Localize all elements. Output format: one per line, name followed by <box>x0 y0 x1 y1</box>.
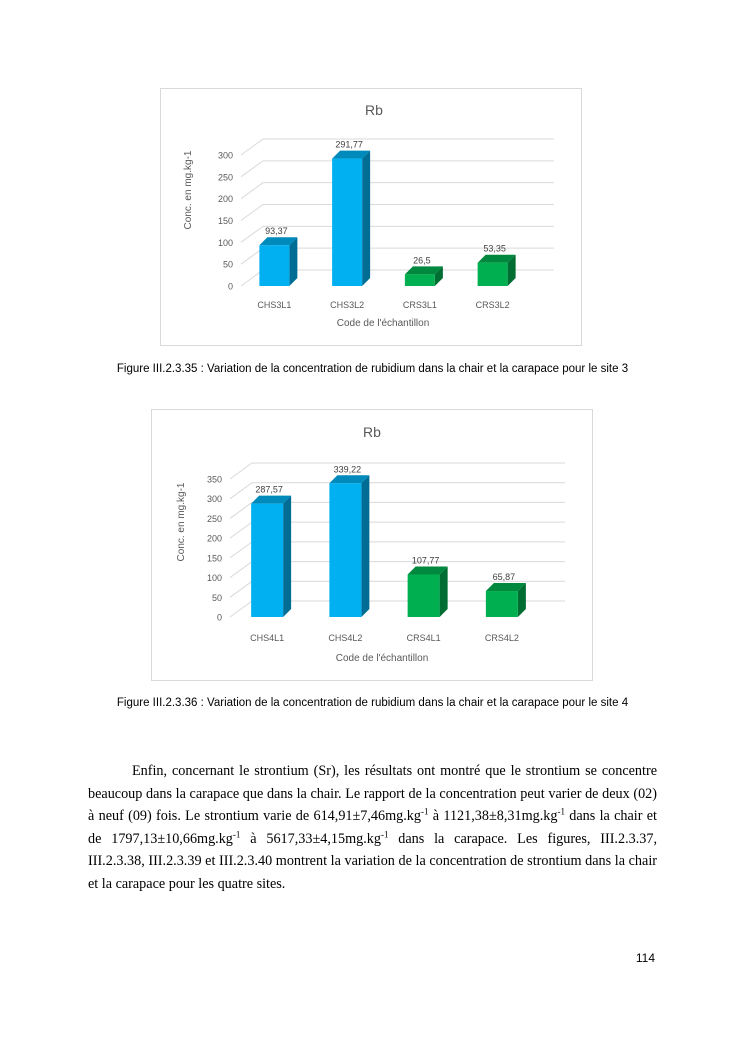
bar <box>486 591 518 617</box>
y-tick-label: 100 <box>206 573 222 584</box>
gridline <box>241 139 554 155</box>
bar <box>405 274 435 286</box>
bar <box>251 504 283 617</box>
bar-side <box>283 496 291 617</box>
bar <box>408 575 440 617</box>
y-tick-label: 250 <box>217 172 233 183</box>
bar <box>329 483 361 617</box>
data-label: 107,77 <box>411 555 440 566</box>
chart-rb-site4-svg <box>152 410 592 680</box>
paragraph-text-5: dans la carapace. Les figures, III.2.3.37, III.2.3.38, III.2.3.39 et III.2.3.40 montrent la variation de la concentration de strontium dans la chair et la carapace pour les quatre sites. <box>88 830 657 892</box>
body-paragraph <box>88 760 657 896</box>
x-axis-label: Code de l'échantillon <box>335 653 429 664</box>
y-tick-label: 0 <box>227 281 233 292</box>
paragraph-text-1: Enfin, concernant le strontium (Sr), les résultats ont montré que le strontium se concentre beaucoup dans la carapace que dans la chair. Le rapport de la concentration peut varier de deux (02) à neuf (09) fois. Le strontium varie de 614,91±7,46mg.kg <box>88 763 657 825</box>
y-tick-label: 350 <box>206 474 222 485</box>
data-label: 291,77 <box>335 139 363 150</box>
bar <box>478 263 508 286</box>
y-tick-label: 0 <box>216 612 222 623</box>
paragraph-text-4: à 5617,33±4,15mg.kg <box>240 830 381 847</box>
superscript-unit-2: -1 <box>557 806 565 817</box>
bar-side <box>362 151 370 286</box>
figure-caption-36: Figure III.2.3.36 : Variation de la concentration de rubidium dans la chair et la carapace pour le site 4 <box>116 697 629 709</box>
x-axis-label: Code de l'échantillon <box>336 318 430 329</box>
y-axis-label: Conc. en mg.kg-1 <box>183 150 194 230</box>
superscript-unit-1: -1 <box>420 806 429 817</box>
chart-rb-site3-svg <box>161 89 581 345</box>
chart-title: Rb <box>363 424 381 440</box>
paragraph-text-3: dans la chair et de 1797,13±10,66mg.kg <box>88 808 658 847</box>
bar <box>259 245 289 286</box>
x-tick-label: CRS3L2 <box>475 300 510 310</box>
chart-title: Rb <box>365 102 383 118</box>
y-tick-label: 300 <box>206 494 222 505</box>
data-label: 93,37 <box>265 226 288 237</box>
y-axis-label: Conc. en mg.kg-1 <box>176 482 187 562</box>
bar-side <box>361 475 369 617</box>
x-tick-label: CRS4L2 <box>484 633 519 643</box>
data-label: 65,87 <box>492 572 516 583</box>
y-tick-label: 100 <box>217 237 233 248</box>
chart-rb-site4 <box>151 409 593 681</box>
y-tick-label: 200 <box>217 194 233 205</box>
x-tick-label: CRS3L1 <box>402 300 437 310</box>
x-tick-label: CHS4L1 <box>250 633 285 643</box>
chart-rb-site3 <box>160 88 582 346</box>
gridline <box>241 183 554 199</box>
superscript-unit-3: -1 <box>232 829 241 840</box>
gridline <box>241 161 554 177</box>
superscript-unit-4: -1 <box>380 829 389 840</box>
y-tick-label: 50 <box>222 259 233 270</box>
x-tick-label: CRS4L1 <box>406 633 441 643</box>
y-tick-label: 50 <box>211 592 222 603</box>
data-label: 287,57 <box>255 484 283 495</box>
y-tick-label: 150 <box>217 216 233 226</box>
data-label: 26,5 <box>413 255 431 266</box>
x-tick-label: CHS3L1 <box>257 300 292 310</box>
data-label: 339,22 <box>333 464 362 475</box>
data-label: 53,35 <box>483 243 506 254</box>
bar-side <box>289 237 297 286</box>
gridline <box>230 463 565 479</box>
bar-side <box>440 567 448 617</box>
gridline <box>241 205 554 221</box>
paragraph-text-2: à 1121,38±8,31mg.kg <box>428 808 558 825</box>
x-tick-label: CHS4L2 <box>328 633 363 643</box>
y-tick-label: 250 <box>206 513 222 524</box>
y-tick-label: 200 <box>206 533 222 544</box>
y-tick-label: 150 <box>206 553 222 564</box>
y-tick-label: 300 <box>217 150 233 161</box>
figure-caption-35: Figure III.2.3.35 : Variation de la concentration de rubidium dans la chair et la carapace pour le site 3 <box>116 363 629 375</box>
x-tick-label: CHS3L2 <box>330 300 365 310</box>
bar <box>332 159 362 286</box>
page-number: 114 <box>635 951 655 965</box>
